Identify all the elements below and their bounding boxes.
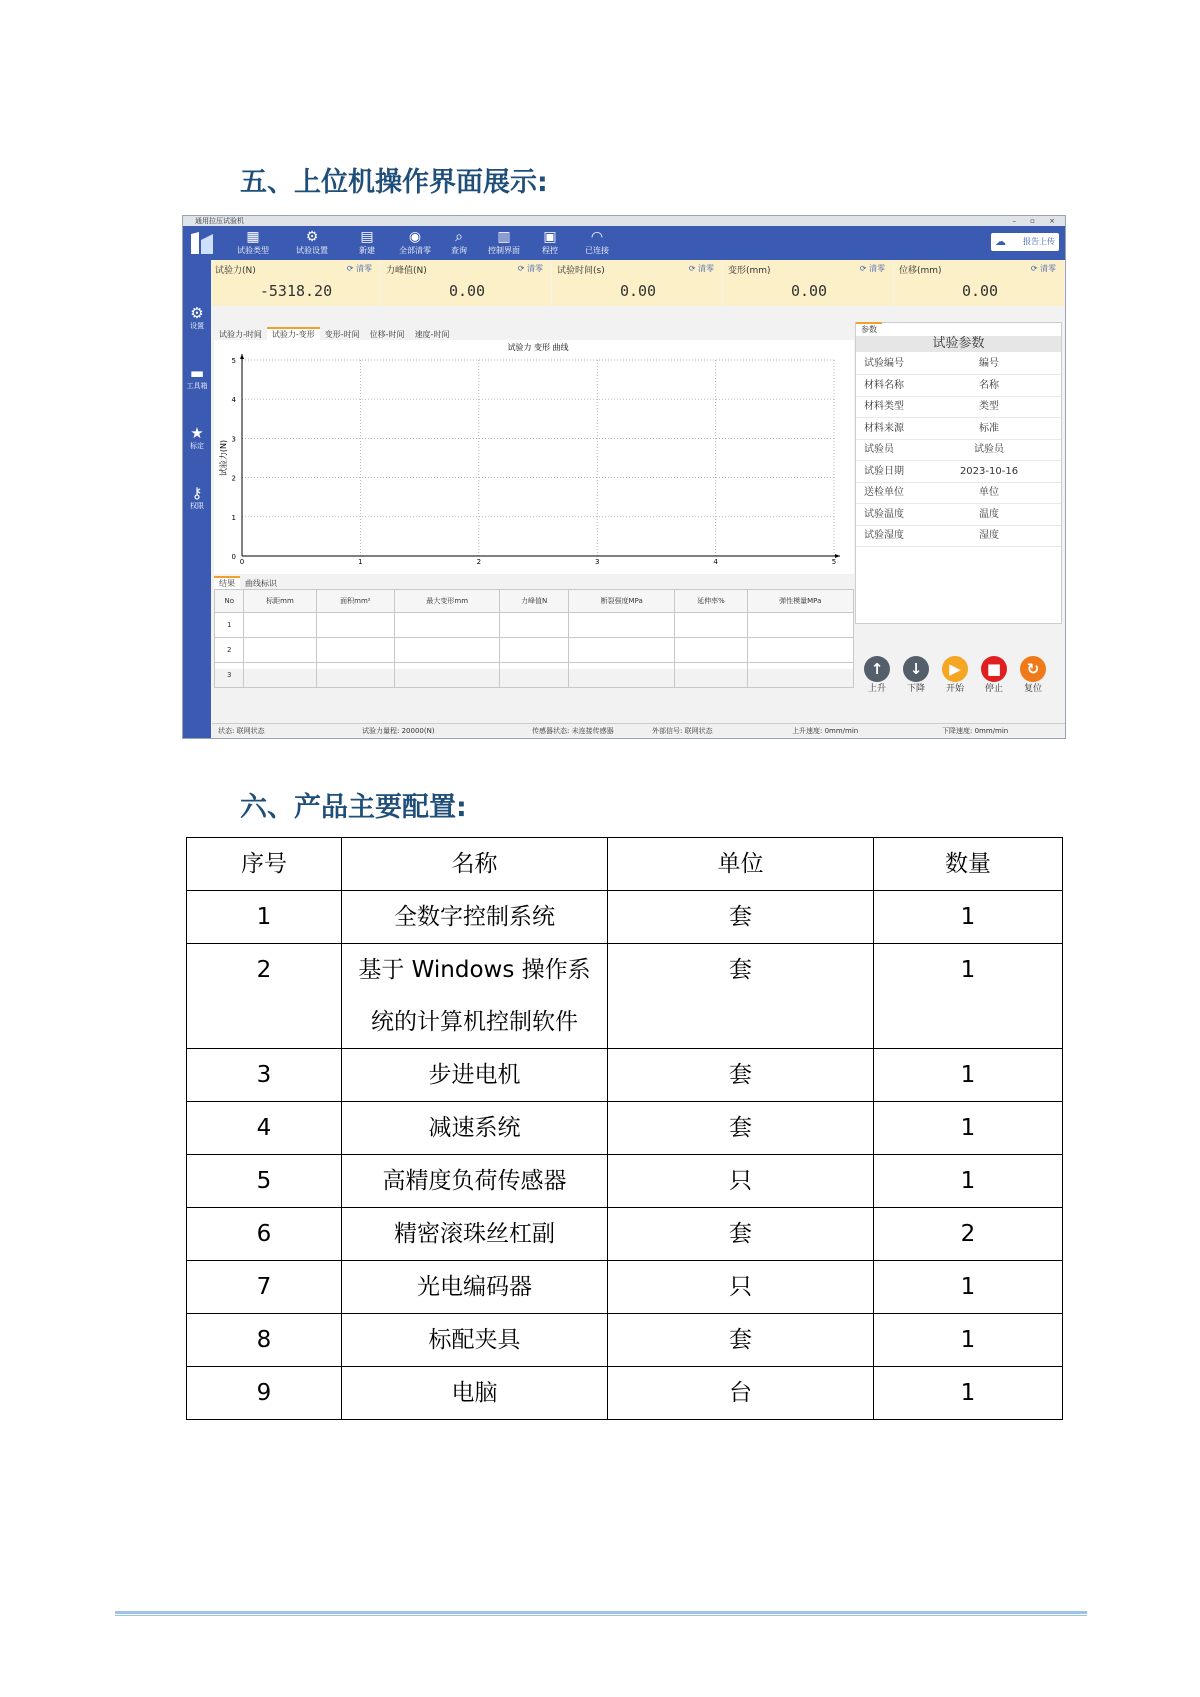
config-no: 6 <box>187 1208 342 1261</box>
chart-tab[interactable]: 试验力-变形 <box>267 327 320 341</box>
result-tab[interactable]: 结果 <box>214 576 240 590</box>
config-unit: 台 <box>608 1367 874 1420</box>
result-cell <box>747 663 854 688</box>
param-key: 材料名称 <box>864 379 904 391</box>
result-cell <box>316 638 395 663</box>
param-value[interactable]: 标准 <box>979 422 999 434</box>
config-row <box>187 1314 1063 1367</box>
result-header: 延伸率% <box>675 590 747 613</box>
ribbon-label: 新建 <box>359 246 375 255</box>
config-no: 9 <box>187 1367 342 1420</box>
control-buttons <box>859 656 1059 706</box>
section-title-interface: 五、上位机操作界面展示: <box>240 167 548 198</box>
result-header: 弹性模量MPa <box>747 590 854 613</box>
control-label: 下降 <box>906 684 925 694</box>
window-titlebar <box>183 216 1065 226</box>
y-tick-label: 1 <box>231 513 236 522</box>
result-row[interactable] <box>215 663 854 688</box>
config-name: 高精度负荷传感器 <box>342 1155 608 1208</box>
config-name: 精密滚珠丝杠副 <box>342 1208 608 1261</box>
param-value[interactable]: 试验员 <box>974 444 1004 455</box>
footer-rule <box>115 1611 1087 1614</box>
result-cell <box>395 613 500 638</box>
chart-tab[interactable]: 速度-时间 <box>414 330 450 339</box>
config-unit: 套 <box>608 891 874 944</box>
result-tabs <box>214 576 282 590</box>
cloud-icon: ☁ <box>995 235 1006 248</box>
readout-label: 力峰值(N) <box>386 266 427 276</box>
readout-value: 0.00 <box>961 282 999 300</box>
x-tick-label: 5 <box>831 558 837 566</box>
param-value[interactable]: 名称 <box>979 379 999 391</box>
config-row <box>187 944 1063 1049</box>
param-key: 试验员 <box>864 444 894 455</box>
result-table <box>214 589 854 679</box>
ribbon-chart-button[interactable] <box>526 228 574 256</box>
zero-label: 清零 <box>527 264 543 273</box>
param-row <box>856 461 1061 483</box>
ribbon-label: 试验类型 <box>237 246 269 255</box>
config-name: 标配夹具 <box>342 1314 608 1367</box>
ribbon-label: 全部清零 <box>399 246 431 255</box>
config-no: 4 <box>187 1102 342 1155</box>
config-row <box>187 1102 1063 1155</box>
zero-button[interactable] <box>518 263 543 274</box>
zero-label: 清零 <box>1040 264 1056 273</box>
readout-card <box>554 260 723 306</box>
config-header-qty: 数量 <box>874 838 1063 891</box>
config-unit: 套 <box>608 1314 874 1367</box>
result-cell <box>500 638 569 663</box>
y-axis-label: 试验力(N) <box>219 439 228 477</box>
left-nav-label: 标定 <box>190 442 204 450</box>
readout-bar <box>212 260 1066 306</box>
param-row <box>856 375 1061 397</box>
config-qty: 1 <box>874 1155 1063 1208</box>
left-nav-gear-item[interactable] <box>183 304 211 331</box>
app-logo <box>189 230 215 256</box>
config-qty: 2 <box>874 1208 1063 1261</box>
config-header-no: 序号 <box>187 838 342 891</box>
status-bar <box>212 723 1066 738</box>
control-up-arrow-button[interactable] <box>859 656 895 696</box>
param-key: 试验日期 <box>864 465 904 477</box>
y-tick-label: 5 <box>231 357 236 365</box>
zero-button[interactable] <box>347 263 372 274</box>
config-row <box>187 1367 1063 1420</box>
config-name: 全数字控制系统 <box>342 891 608 944</box>
reset-icon: ↻ <box>1020 656 1046 682</box>
status-item: 上升速度: 0mm/min <box>792 727 859 735</box>
result-header: 断裂强度MPa <box>568 590 674 613</box>
result-tab[interactable]: 曲线标识 <box>245 579 277 588</box>
stop-icon: ■ <box>981 656 1007 682</box>
control-down-arrow-button[interactable] <box>898 656 934 696</box>
config-row <box>187 1261 1063 1314</box>
status-item: 传感器状态: 未连接传感器 <box>532 727 614 735</box>
readout-label: 变形(mm) <box>728 266 771 276</box>
chart-tabs <box>214 327 454 341</box>
new-file-icon: ▤ <box>360 229 374 245</box>
config-qty: 1 <box>874 1049 1063 1102</box>
config-unit: 套 <box>608 1049 874 1102</box>
param-row <box>856 418 1061 440</box>
left-nav <box>183 260 211 738</box>
y-axis-arrow <box>240 354 244 359</box>
ribbon-label: 已连接 <box>585 246 609 255</box>
left-nav-label: 权限 <box>190 502 204 510</box>
result-header: No <box>215 590 244 613</box>
readout-value: 0.00 <box>448 282 486 300</box>
refresh-icon: ⟳ <box>688 264 698 273</box>
result-cell <box>747 613 854 638</box>
report-upload-label: 报告上传 <box>1023 237 1055 246</box>
refresh-icon: ⟳ <box>517 264 527 273</box>
result-no: 3 <box>215 663 244 688</box>
param-key: 材料来源 <box>864 422 904 434</box>
config-name: 光电编码器 <box>342 1261 608 1314</box>
readout-card <box>725 260 894 306</box>
params-tab[interactable]: 参数 <box>856 322 882 336</box>
ribbon-print-button[interactable] <box>480 228 528 256</box>
x-tick-label: 2 <box>476 558 482 566</box>
zero-label: 清零 <box>869 264 885 273</box>
status-item: 状态: 联网状态 <box>218 727 265 735</box>
play-icon: ▶ <box>942 656 968 682</box>
config-table <box>186 837 1063 1420</box>
zero-button[interactable] <box>1031 263 1056 274</box>
key-icon: ⚷ <box>191 484 203 502</box>
y-tick-label: 2 <box>231 474 236 483</box>
section-title-config: 六、产品主要配置: <box>240 792 467 823</box>
chart-title: 试验力 变形 曲线 <box>507 343 569 352</box>
params-title: 试验参数 <box>856 336 1061 352</box>
ribbon-label: 程控 <box>542 246 558 255</box>
force-deformation-chart <box>214 340 854 574</box>
result-cell <box>244 663 316 688</box>
result-cell <box>316 663 395 688</box>
param-row <box>856 504 1061 526</box>
x-tick-label: 0 <box>239 558 245 566</box>
config-row <box>187 891 1063 944</box>
ribbon-new-file-button[interactable] <box>343 228 391 256</box>
wifi-icon: ◠ <box>590 229 604 245</box>
control-label: 开始 <box>945 684 964 694</box>
test-params-panel <box>855 322 1062 624</box>
search-icon: ⌕ <box>455 229 463 245</box>
config-header-row <box>187 838 1063 891</box>
zero-all-icon: ◉ <box>408 229 422 245</box>
param-value[interactable]: 类型 <box>979 401 999 412</box>
left-nav-star-item[interactable] <box>183 424 211 451</box>
result-header: 面积mm² <box>316 590 395 613</box>
refresh-icon: ⟳ <box>1030 264 1040 273</box>
status-item: 下降速度: 0mm/min <box>942 727 1009 735</box>
result-cell <box>244 613 316 638</box>
refresh-icon: ⟳ <box>346 264 356 273</box>
result-cell <box>568 638 674 663</box>
config-unit: 只 <box>608 1261 874 1314</box>
print-icon: ▥ <box>497 229 511 245</box>
param-row <box>856 439 1061 461</box>
zero-button[interactable] <box>689 263 714 274</box>
config-qty: 1 <box>874 1102 1063 1155</box>
ribbon-search-button[interactable] <box>435 228 483 256</box>
left-nav-label: 设置 <box>190 322 204 330</box>
param-row <box>856 353 1061 375</box>
control-stop-button[interactable] <box>976 656 1012 696</box>
control-play-button[interactable] <box>937 656 973 696</box>
config-row <box>187 1155 1063 1208</box>
config-unit: 套 <box>608 1208 874 1261</box>
ribbon-label: 查询 <box>451 246 467 255</box>
ribbon-zero-all-button[interactable] <box>391 228 439 256</box>
result-cell <box>500 613 569 638</box>
chart-tab[interactable]: 位移-时间 <box>369 330 405 339</box>
control-label: 复位 <box>1023 684 1042 694</box>
left-nav-key-item[interactable] <box>183 484 211 511</box>
x-tick-label: 4 <box>713 558 718 566</box>
readout-label: 试验力(N) <box>215 266 256 276</box>
y-tick-label: 3 <box>231 435 236 444</box>
ribbon-toolbar <box>183 226 1065 260</box>
result-cell <box>675 663 747 688</box>
param-row <box>856 396 1061 418</box>
readout-label: 位移(mm) <box>899 266 942 276</box>
param-value[interactable]: 湿度 <box>979 530 999 541</box>
readout-value: 0.00 <box>790 282 828 300</box>
result-header: 最大变形mm <box>395 590 500 613</box>
readout-card <box>212 260 381 306</box>
readout-label: 试验时间(s) <box>557 266 605 276</box>
result-row[interactable] <box>215 613 854 638</box>
readout-value: 0.00 <box>619 282 657 300</box>
control-label: 上升 <box>867 684 886 694</box>
x-tick-label: 1 <box>358 558 363 566</box>
control-reset-button[interactable] <box>1015 656 1051 696</box>
chart-tab[interactable]: 变形-时间 <box>324 330 360 339</box>
param-value[interactable]: 单位 <box>979 487 999 498</box>
config-name: 电脑 <box>342 1367 608 1420</box>
param-key: 材料类型 <box>864 401 904 412</box>
report-upload-button[interactable] <box>991 233 1059 251</box>
config-qty: 1 <box>874 1314 1063 1367</box>
result-cell <box>395 638 500 663</box>
result-no: 2 <box>215 638 244 663</box>
config-name: 减速系统 <box>342 1102 608 1155</box>
config-qty: 1 <box>874 1261 1063 1314</box>
settings-icon: ⚙ <box>305 229 319 245</box>
y-tick-label: 4 <box>231 396 236 405</box>
param-value[interactable]: 2023-10-16 <box>959 465 1019 477</box>
result-cell <box>675 638 747 663</box>
toolbox-icon: ▬ <box>189 364 205 382</box>
refresh-icon: ⟳ <box>859 264 869 273</box>
window-controls[interactable]: – ▫ × <box>1012 217 1061 225</box>
ribbon-wifi-button[interactable] <box>573 228 621 256</box>
param-key: 试验编号 <box>864 358 904 369</box>
config-unit: 套 <box>608 1102 874 1155</box>
config-unit: 只 <box>608 1155 874 1208</box>
zero-button[interactable] <box>860 263 885 274</box>
down-arrow-icon: ↓ <box>903 656 929 682</box>
readout-value: -5318.20 <box>259 282 333 300</box>
config-qty: 1 <box>874 944 1063 1049</box>
result-cell <box>747 638 854 663</box>
software-screenshot <box>182 215 1066 739</box>
config-unit: 套 <box>608 944 874 1049</box>
star-icon: ★ <box>190 424 204 442</box>
config-no: 1 <box>187 891 342 944</box>
config-name: 基于 Windows 操作系统的计算机控制软件 <box>342 944 608 1049</box>
readout-card <box>383 260 552 306</box>
ribbon-settings-button[interactable] <box>288 228 336 256</box>
result-header: 力峰值N <box>500 590 569 613</box>
result-header: 标距mm <box>244 590 316 613</box>
result-cell <box>395 663 500 688</box>
result-cell <box>568 663 674 688</box>
result-no: 1 <box>215 613 244 638</box>
status-item: 外部信号: 联网状态 <box>652 727 713 735</box>
footer-rule-thin <box>115 1615 1087 1616</box>
chart-svg <box>214 340 854 574</box>
config-no: 7 <box>187 1261 342 1314</box>
config-qty: 1 <box>874 891 1063 944</box>
result-cell <box>500 663 569 688</box>
zero-label: 清零 <box>698 264 714 273</box>
config-name: 步进电机 <box>342 1049 608 1102</box>
param-row <box>856 482 1061 504</box>
result-cell <box>316 613 395 638</box>
control-label: 停止 <box>984 684 1003 694</box>
param-key: 送检单位 <box>864 487 904 498</box>
ribbon-label: 控制界面 <box>488 246 520 255</box>
status-item: 试验力量程: 20000(N) <box>362 727 435 735</box>
left-nav-label: 工具箱 <box>186 382 208 390</box>
readout-card <box>896 260 1065 306</box>
param-key: 试验温度 <box>864 508 904 520</box>
gear-icon: ⚙ <box>190 304 204 322</box>
param-value[interactable]: 编号 <box>979 358 999 369</box>
result-row[interactable] <box>215 638 854 663</box>
up-arrow-icon: ↑ <box>864 656 890 682</box>
result-cell <box>568 613 674 638</box>
param-key: 试验湿度 <box>864 530 904 541</box>
config-row <box>187 1208 1063 1261</box>
config-qty: 1 <box>874 1367 1063 1420</box>
config-header-unit: 单位 <box>608 838 874 891</box>
result-cell <box>675 613 747 638</box>
config-no: 5 <box>187 1155 342 1208</box>
chart-tab[interactable]: 试验力-时间 <box>219 330 262 339</box>
config-no: 3 <box>187 1049 342 1102</box>
grid-icon: ▦ <box>246 229 260 245</box>
param-row <box>856 525 1061 547</box>
ribbon-grid-button[interactable] <box>229 228 277 256</box>
result-cell <box>244 638 316 663</box>
config-row <box>187 1049 1063 1102</box>
config-header-name: 名称 <box>342 838 608 891</box>
chart-icon: ▣ <box>543 229 557 245</box>
left-nav-toolbox-item[interactable] <box>183 364 211 391</box>
y-tick-label: 0 <box>231 553 236 561</box>
param-value[interactable]: 温度 <box>979 508 999 520</box>
config-no: 2 <box>187 944 342 1049</box>
ribbon-label: 试验设置 <box>296 246 328 255</box>
window-title: 通用拉压试验机 <box>195 217 244 225</box>
zero-label: 清零 <box>356 264 372 273</box>
config-no: 8 <box>187 1314 342 1367</box>
x-tick-label: 3 <box>594 558 600 566</box>
